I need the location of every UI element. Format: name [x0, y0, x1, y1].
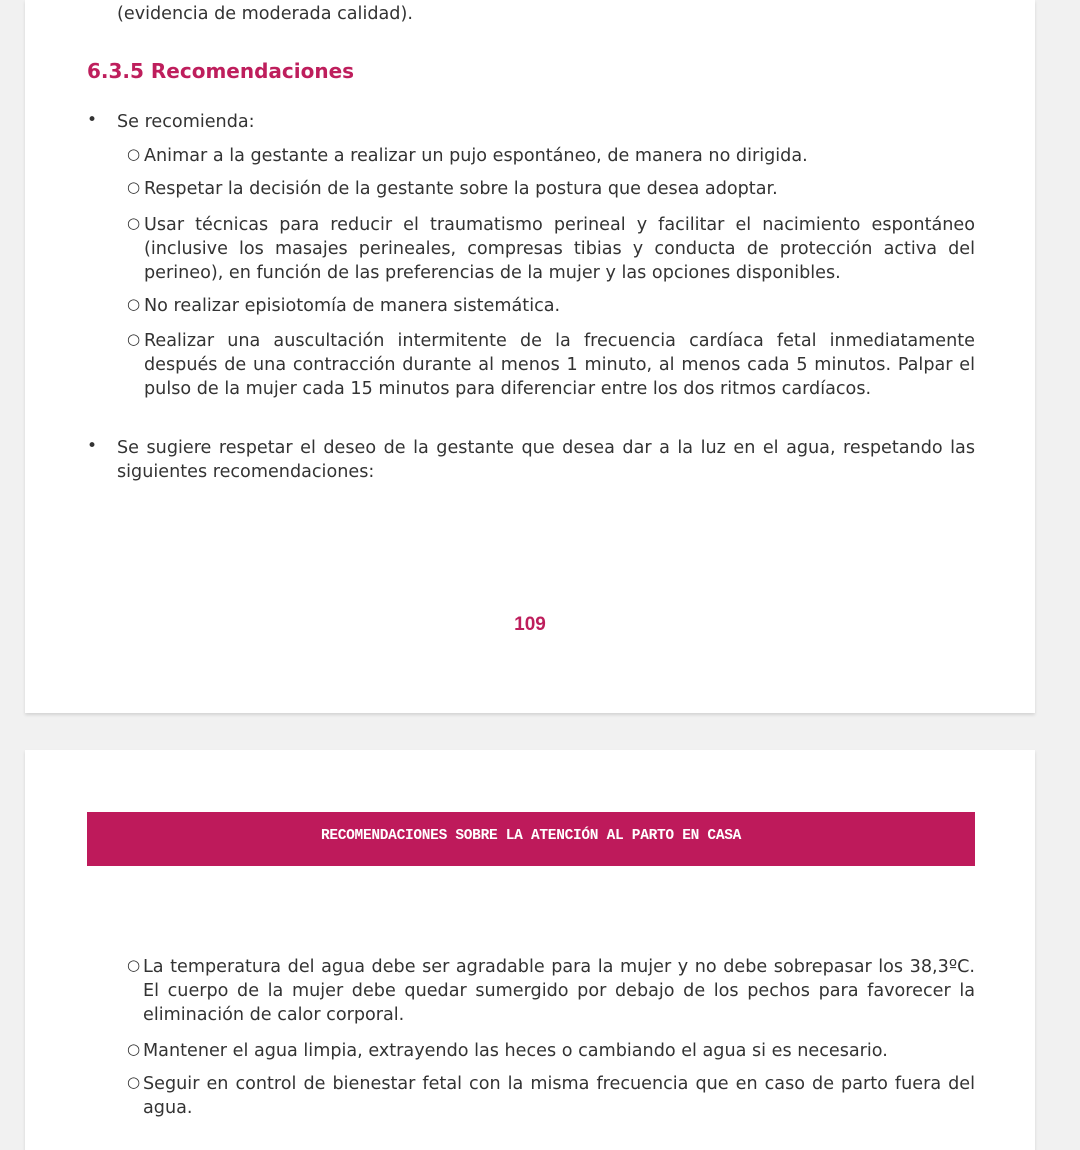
list-item: Realizar una auscultación intermitente de la frecuencia cardíaca fetal inmediatamente después de una contracción durante al menos 1 minuto, al menos cada 5 minutos. Palpar el pulso de la mujer cada 15 minutos para diferenciar entre los dos ritmos cardíacos.	[144, 331, 975, 399]
pdf-page-110	[25, 750, 1035, 1150]
section-heading: 6.3.5 Recomendaciones	[87, 59, 355, 83]
carryover-text: (evidencia de moderada calidad).	[117, 4, 413, 24]
bullet-icon: •	[87, 436, 98, 456]
circle-bullet-icon: ○	[127, 956, 141, 974]
list-item: Seguir en control de bienestar fetal con la misma frecuencia que en caso de parto fuera del agua.	[143, 1074, 975, 1118]
list-item: Usar técnicas para reducir el traumatismo perineal y facilitar el nacimiento espontáneo (inclusive los masajes perineales, compresas tibias y conducta de protección activa del perineo), en función de las preferencias de la mujer y las opciones disponibles.	[144, 215, 975, 283]
circle-bullet-icon: ○	[127, 178, 141, 196]
bullet-se-recomienda: Se recomienda:	[117, 112, 255, 132]
list-item: Respetar la decisión de la gestante sobre la postura que desea adoptar.	[144, 179, 778, 199]
circle-bullet-icon: ○	[127, 330, 141, 348]
page-number: 109	[514, 614, 546, 635]
list-item: No realizar episiotomía de manera sistemática.	[144, 296, 561, 316]
circle-bullet-icon: ○	[127, 295, 141, 313]
circle-bullet-icon: ○	[127, 145, 141, 163]
circle-bullet-icon: ○	[127, 214, 141, 232]
list-item: Mantener el agua limpia, extrayendo las heces o cambiando el agua si es necesario.	[143, 1041, 888, 1061]
pdf-page-109	[25, 0, 1035, 713]
circle-bullet-icon: ○	[127, 1040, 141, 1058]
list-item: Animar a la gestante a realizar un pujo espontáneo, de manera no dirigida.	[144, 146, 808, 166]
circle-bullet-icon: ○	[127, 1073, 141, 1091]
bullet-icon: •	[87, 110, 98, 130]
list-item: La temperatura del agua debe ser agradable para la mujer y no debe sobrepasar los 38,3ºC. El cuerpo de la mujer debe quedar sumergido por debajo de los pechos para favorecer la eliminación de calor corporal.	[143, 957, 975, 1025]
bullet-agua: Se sugiere respetar el deseo de la gestante que desea dar a la luz en el agua, respetando las siguientes recomendaciones:	[117, 438, 975, 482]
section-banner: RECOMENDACIONES SOBRE LA ATENCIÓN AL PARTO EN CASA	[87, 812, 975, 866]
